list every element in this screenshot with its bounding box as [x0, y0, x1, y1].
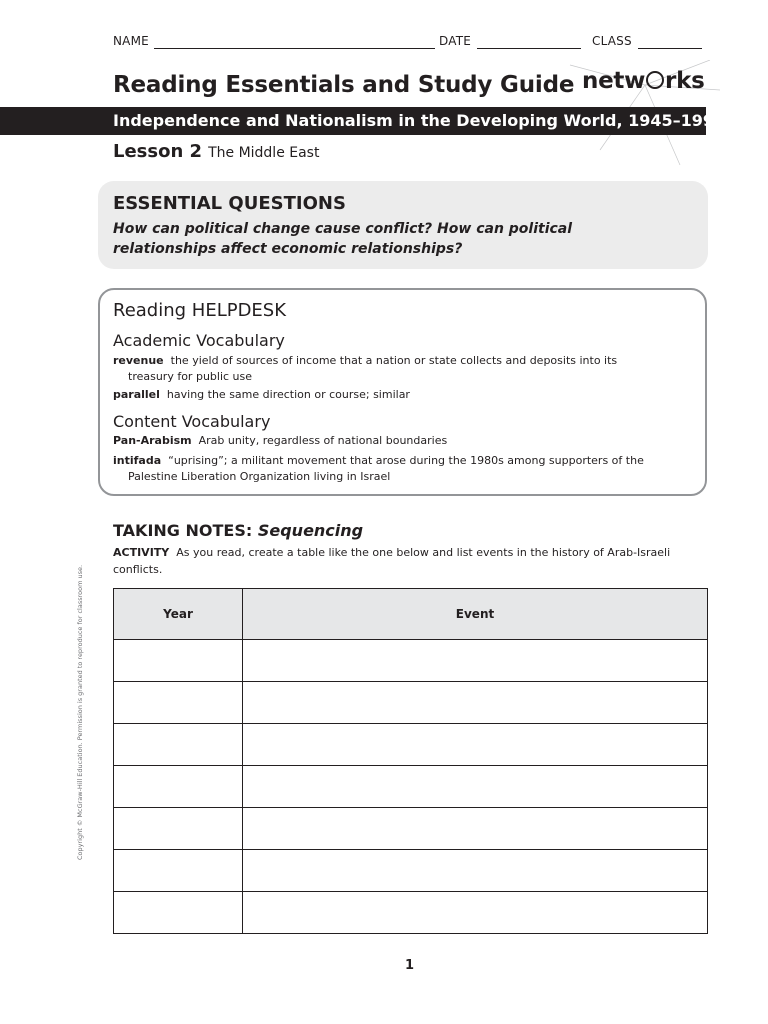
vocab-definition: having the same direction or course; similar — [166, 388, 410, 401]
year-cell[interactable] — [114, 850, 243, 892]
table-row — [114, 682, 708, 724]
vocab-definition-cont: Palestine Liberation Organization living in Israel — [128, 470, 391, 483]
brand-text-end: rks — [665, 68, 705, 94]
table-header-row — [114, 589, 708, 640]
vocab-entry — [113, 387, 683, 403]
table-row — [114, 724, 708, 766]
globe-icon — [646, 71, 664, 89]
event-cell[interactable] — [243, 724, 708, 766]
year-cell[interactable] — [114, 892, 243, 934]
sequencing-table — [113, 588, 708, 934]
activity-instructions — [113, 544, 703, 578]
event-cell[interactable] — [243, 766, 708, 808]
vocab-definition: “uprising”; a militant movement that arose during the 1980s among supporters of the — [168, 454, 644, 467]
vocab-entry — [113, 353, 683, 385]
event-cell[interactable] — [243, 682, 708, 724]
lesson-heading — [113, 141, 319, 162]
vocab-definition: Arab unity, regardless of national boundaries — [198, 434, 448, 447]
activity-label: ACTIVITY — [113, 546, 170, 559]
date-field[interactable] — [477, 48, 581, 49]
academic-vocabulary-heading: Academic Vocabulary — [113, 331, 285, 350]
taking-notes-skill: Sequencing — [257, 521, 364, 540]
class-label: CLASS — [592, 34, 632, 48]
name-field[interactable] — [154, 48, 435, 49]
vocab-definition-cont: treasury for public use — [128, 370, 253, 383]
table-row — [114, 640, 708, 682]
vocab-term: parallel — [113, 388, 160, 401]
activity-text: As you read, create a table like the one below and list events in the history of Arab-Israeli conflicts. — [113, 546, 671, 576]
essential-questions-heading: ESSENTIAL QUESTIONS — [113, 193, 346, 214]
vocab-term: Pan-Arabism — [113, 434, 192, 447]
event-column-header: Event — [243, 589, 708, 640]
table-row — [114, 808, 708, 850]
guide-title: Reading Essentials and Study Guide — [113, 72, 575, 98]
year-cell[interactable] — [114, 724, 243, 766]
page-number: 1 — [405, 958, 415, 973]
year-cell[interactable] — [114, 766, 243, 808]
event-cell[interactable] — [243, 808, 708, 850]
event-cell[interactable] — [243, 850, 708, 892]
content-vocabulary-heading: Content Vocabulary — [113, 412, 271, 431]
taking-notes-label: TAKING NOTES: — [113, 521, 253, 540]
vocab-term: revenue — [113, 354, 164, 367]
vocab-entry — [113, 433, 683, 449]
year-cell[interactable] — [114, 808, 243, 850]
vocab-entry — [113, 453, 683, 485]
vocab-term: intifada — [113, 454, 162, 467]
reading-helpdesk-title: Reading HELPDESK — [113, 300, 287, 321]
table-row — [114, 850, 708, 892]
event-cell[interactable] — [243, 892, 708, 934]
table-row — [114, 766, 708, 808]
taking-notes-heading — [113, 521, 363, 540]
brand-text-start: netw — [582, 68, 646, 94]
year-cell[interactable] — [114, 640, 243, 682]
name-label: NAME — [113, 34, 149, 48]
unit-title: Independence and Nationalism in the Developing World, 1945–1993 — [113, 111, 726, 130]
class-field[interactable] — [638, 48, 702, 49]
lesson-topic: The Middle East — [208, 145, 320, 161]
date-label: DATE — [439, 34, 472, 48]
copyright-text: Copyright © McGraw-Hill Education. Permission is granted to reproduce for classroom use. — [76, 564, 84, 860]
vocab-definition: the yield of sources of income that a nation or state collects and deposits into its — [170, 354, 618, 367]
year-cell[interactable] — [114, 682, 243, 724]
table-row — [114, 892, 708, 934]
lesson-number: Lesson 2 — [113, 141, 203, 162]
essential-questions-text: How can political change cause conflict? How can political relationships affect economic relationships? — [113, 221, 573, 257]
event-cell[interactable] — [243, 640, 708, 682]
brand-logo — [582, 68, 704, 94]
year-column-header: Year — [114, 589, 243, 640]
